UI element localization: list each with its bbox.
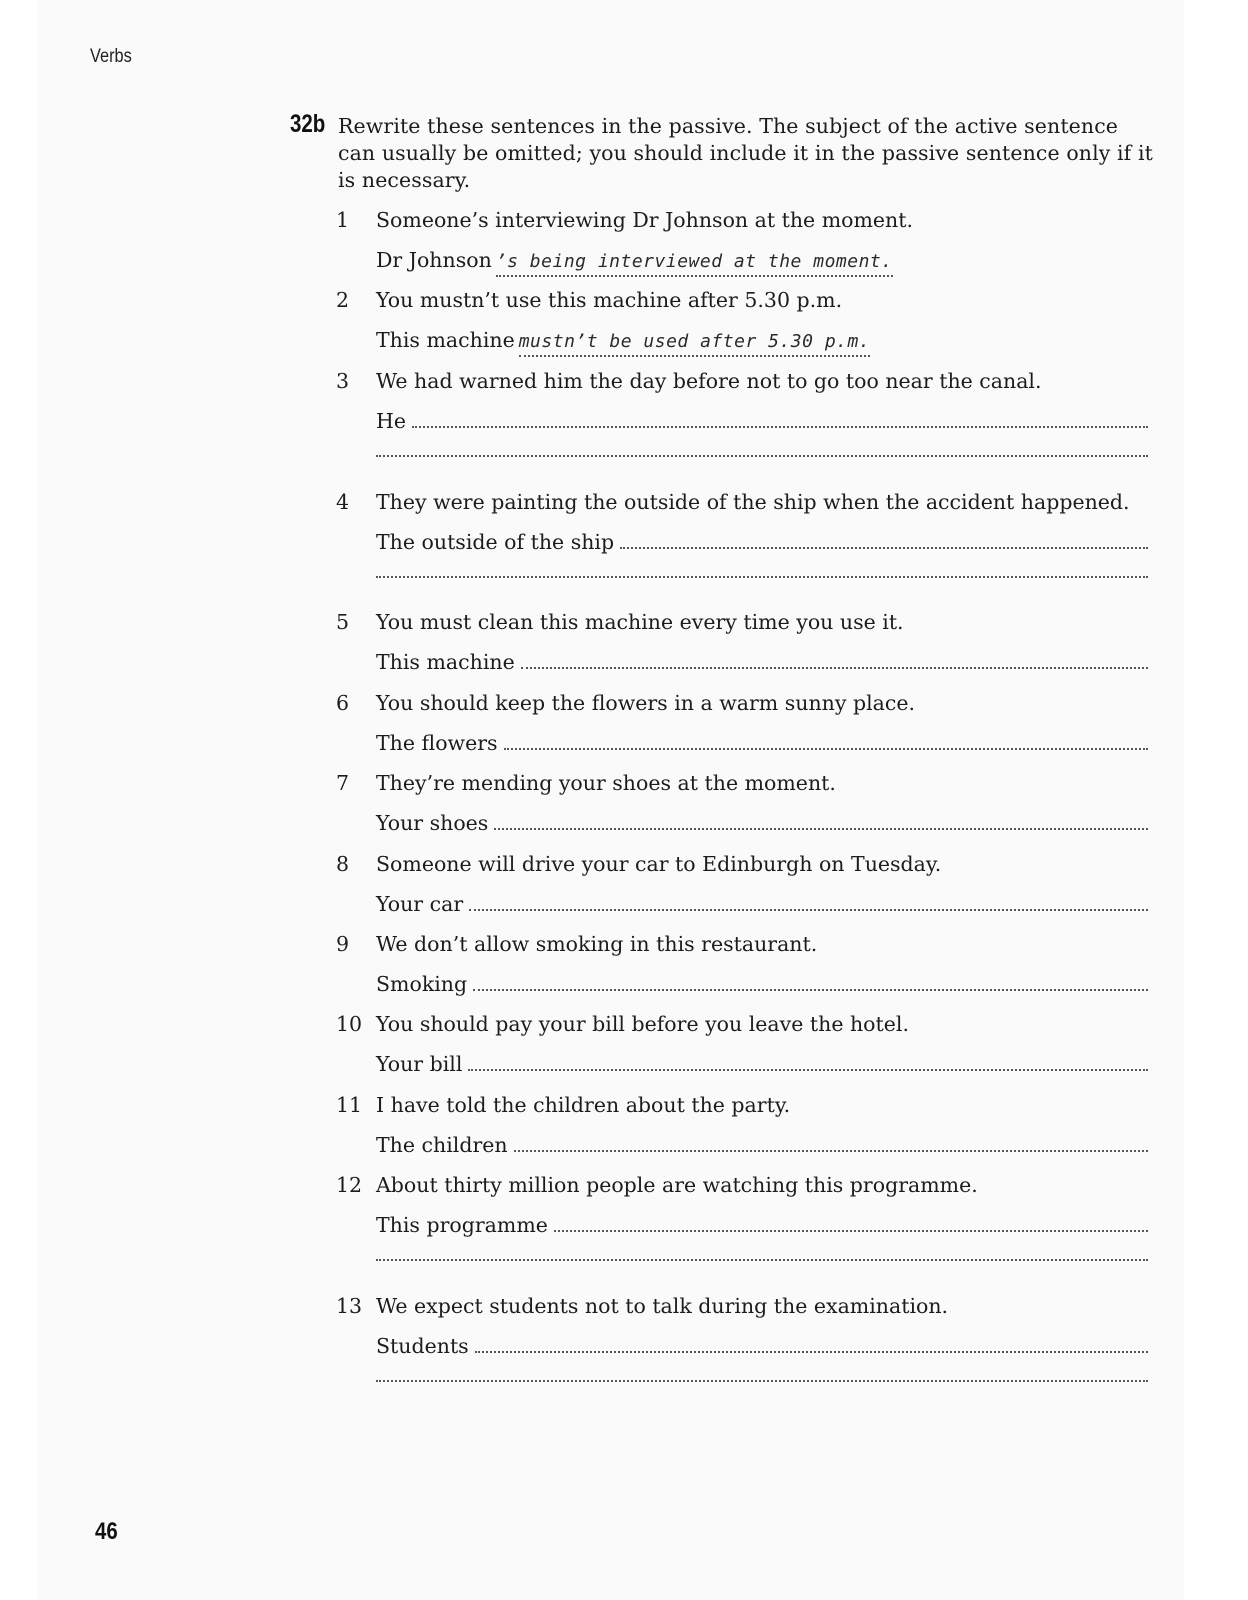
answer-line (376, 327, 1148, 355)
page-number: 46 (95, 1518, 118, 1545)
answer-field[interactable]: ’s being interviewed at the moment. (496, 249, 893, 277)
exercise-item (336, 1172, 1148, 1252)
answer-field[interactable] (504, 730, 1148, 750)
exercise-code: 32b (290, 110, 326, 138)
item-number: 7 (336, 771, 350, 795)
exercise-item (336, 489, 1148, 569)
answer-line (376, 1132, 1148, 1160)
answer-stem: The flowers (376, 731, 498, 755)
answer-field[interactable] (521, 649, 1148, 669)
answer-field[interactable] (514, 1132, 1148, 1152)
answer-line (376, 247, 1148, 275)
item-number: 9 (336, 932, 350, 956)
answer-line (376, 1333, 1148, 1361)
item-prompt: Someone will drive your car to Edinburgh on Tuesday. (376, 852, 942, 876)
answer-line (376, 1051, 1148, 1079)
item-prompt: They were painting the outside of the ship when the accident happened. (376, 490, 1130, 514)
item-number: 3 (336, 369, 350, 393)
exercise-item (336, 207, 1148, 287)
item-prompt: We expect students not to talk during the examination. (376, 1294, 949, 1318)
exercise-item (336, 1293, 1148, 1373)
answer-field[interactable] (620, 529, 1148, 549)
answer-stem: This programme (376, 1213, 548, 1237)
answer-field[interactable]: mustn’t be used after 5.30 p.m. (519, 329, 870, 357)
item-number: 8 (336, 852, 350, 876)
answer-line (376, 971, 1148, 999)
answer-field[interactable] (469, 891, 1148, 911)
answer-field[interactable] (473, 971, 1148, 991)
item-prompt: They’re mending your shoes at the moment. (376, 771, 836, 795)
answer-stem: This machine (376, 650, 515, 674)
item-prompt: You should keep the flowers in a warm sunny place. (376, 691, 916, 715)
item-prompt: You must clean this machine every time you use it. (376, 610, 904, 634)
answer-line (376, 730, 1148, 758)
answer-field[interactable] (494, 810, 1148, 830)
item-prompt: You mustn’t use this machine after 5.30 p.m. (376, 288, 843, 312)
exercise-instructions: Rewrite these sentences in the passive. The subject of the active sentence can usually be omitted; you should include it in the passive sentence only if it is necessary. (338, 114, 1153, 192)
answer-stem: Dr Johnson (376, 248, 492, 272)
exercise-item (336, 851, 1148, 931)
answer-stem: He (376, 409, 407, 433)
exercise-item (336, 368, 1148, 448)
item-prompt: Someone’s interviewing Dr Johnson at the moment. (376, 208, 914, 232)
answer-stem: Smoking (376, 972, 468, 996)
answer-stem: Your shoes (376, 811, 489, 835)
answer-stem: Your car (376, 892, 464, 916)
answer-continuation-line[interactable] (376, 454, 1148, 457)
section-header: Verbs (90, 46, 132, 67)
item-prompt: We had warned him the day before not to go too near the canal. (376, 369, 1042, 393)
answer-line (376, 1212, 1148, 1240)
answer-field[interactable] (468, 1051, 1148, 1071)
answer-field[interactable] (475, 1333, 1148, 1353)
answer-line (376, 529, 1148, 557)
item-number: 2 (336, 288, 350, 312)
item-prompt: You should pay your bill before you leave the hotel. (376, 1012, 909, 1036)
item-number: 10 (336, 1012, 363, 1036)
item-number: 6 (336, 691, 350, 715)
answer-line (376, 408, 1148, 436)
answer-continuation-line[interactable] (376, 1379, 1148, 1382)
exercise-item (336, 770, 1148, 850)
exercise-item (336, 690, 1148, 770)
answer-line (376, 810, 1148, 838)
item-number: 5 (336, 610, 350, 634)
answer-line (376, 649, 1148, 677)
item-prompt: I have told the children about the party. (376, 1093, 791, 1117)
answer-stem: This machine (376, 328, 515, 352)
exercise-item (336, 1092, 1148, 1172)
exercise-item (336, 287, 1148, 367)
item-number: 4 (336, 490, 350, 514)
answer-stem: Students (376, 1334, 469, 1358)
item-number: 13 (336, 1294, 363, 1318)
item-prompt: About thirty million people are watching this programme. (376, 1173, 978, 1197)
item-number: 12 (336, 1173, 363, 1197)
answer-continuation-line[interactable] (376, 1258, 1148, 1261)
exercise-item (336, 1011, 1148, 1091)
exercise-item (336, 609, 1148, 689)
answer-stem: Your bill (376, 1052, 463, 1076)
answer-stem: The outside of the ship (376, 530, 615, 554)
item-number: 1 (336, 208, 350, 232)
answer-field[interactable] (554, 1212, 1148, 1232)
answer-line (376, 891, 1148, 919)
exercise-item (336, 931, 1148, 1011)
answer-field[interactable] (412, 408, 1148, 428)
item-prompt: We don’t allow smoking in this restaurant. (376, 932, 818, 956)
answer-stem: The children (376, 1133, 508, 1157)
item-number: 11 (336, 1093, 363, 1117)
answer-continuation-line[interactable] (376, 575, 1148, 578)
